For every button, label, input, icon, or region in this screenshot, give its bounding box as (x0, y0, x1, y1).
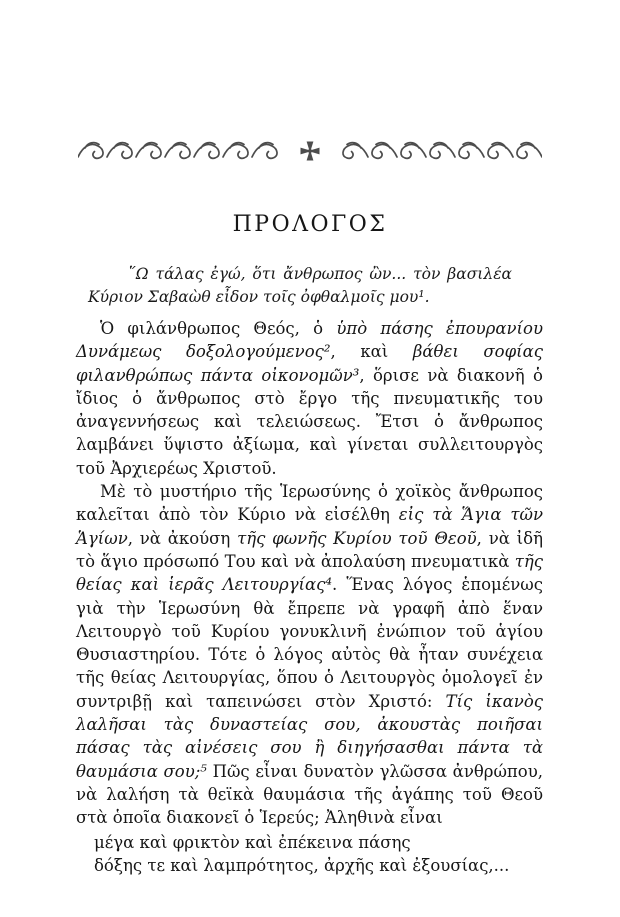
paragraph (76, 480, 543, 829)
text-segment: βάθει σοφίας φιλανθρώπως πάντα οἰκονομῶν³ (76, 342, 543, 385)
text-segment: Τίς ἱκανὸς λαλῆσαι τὰς δυναστείας σου, ἀκουστὰς ποιῆσαι πάσας τὰς αἰνέσεις σου ἢ διηγήσασθαι πάντα τὰ θαυμάσια σου;⁵ (76, 691, 544, 781)
text-segment: Μὲ τὸ μυστήριο τῆς Ἱερωσύνης ὁ χοϊκὸς ἄνθρωπος καλεῖται ἀπὸ τὸν Κύριο νὰ εἰσέλθη (76, 482, 543, 525)
text-segment: , νὰ ἰδῆ τὸ ἅγιο πρόσωπό Του καὶ νὰ ἀπολαύση πνευματικὰ (76, 528, 543, 571)
verse-line: μέγα καὶ φρικτὸν καὶ ἐπέκεινα πάσης (94, 832, 411, 852)
text-segment: . Ἕνας λόγος ἑπομένως γιὰ τὴν Ἱερωσύνη θὰ ἔπρεπε νὰ γραφῆ ἀπὸ ἕναν Λειτουργὸ τοῦ Κυρίου γονυκλινῆ ἐνώπιον τοῦ ἁγίου Θυσιαστηρίου. Τότε ὁ λόγος αὐτὸς θὰ ἦταν συνέχεια τῆς θείας Λειτουργίας, ὅπου ὁ Λειτουργὸς ὁμολογεῖ ἐν συντριβῇ καὶ ταπεινώσει στὸν Χριστό: (76, 575, 543, 711)
text-segment: τῆς θείας καὶ ἱερᾶς Λειτουργίας⁴ (76, 551, 543, 595)
verse-quote (76, 831, 543, 878)
paragraph (76, 317, 543, 480)
body-text (76, 317, 543, 877)
text-segment: , νὰ ἀκούση (127, 528, 238, 548)
ornament-band (78, 138, 542, 164)
text-segment: , καὶ (330, 342, 413, 362)
epigraph: ῞Ω τάλας ἐγώ, ὅτι ἄνθρωπος ὢν... τὸν βασιλέα Κύριον Σαβαὼθ εἶδον τοῖς ὀφθαλμοῖς μου¹. (88, 265, 512, 306)
cross-icon (301, 142, 320, 161)
text-segment: εἰς τὰ Ἅγια τῶν Ἁγίων (76, 505, 543, 548)
text-segment: Ὁ φιλάνθρωπος Θεός, ὁ (100, 319, 337, 338)
text-segment: ὑπὸ πάσης ἐπουρανίου Δυνάμεως δοξολογούμενος² (76, 319, 543, 362)
text-segment: τῆς φωνῆς Κυρίου τοῦ Θεοῦ (237, 528, 477, 548)
text-segment: Πῶς εἶναι δυνατὸν γλῶσσα ἀνθρώπου, νὰ λαλήση τὰ θεϊκὰ θαυμάσια τῆς ἀγάπης τοῦ Θεοῦ στὰ ὁποῖα διακονεῖ ὁ Ἱερεύς; Ἀληθινὰ εἶναι (76, 761, 543, 828)
verse-line: δόξης τε καὶ λαμπρότητος, ἀρχῆς καὶ ἐξουσίας,... (94, 855, 510, 875)
page-title: ΠΡΟΛΟΓΟΣ (232, 212, 388, 237)
text-segment: , ὅρισε νὰ διακονῆ ὁ ἴδιος ὁ ἄνθρωπος στὸ ἔργο τῆς πνευματικῆς του ἀναγεννήσεως καὶ τελειώσεως. Ἔτσι ὁ ἄνθρωπος λαμβάνει ὕψιστο ἀξίωμα, καὶ γίνεται συλλειτουργὸς τοῦ Ἀρχιερέως Χριστοῦ. (76, 365, 543, 478)
